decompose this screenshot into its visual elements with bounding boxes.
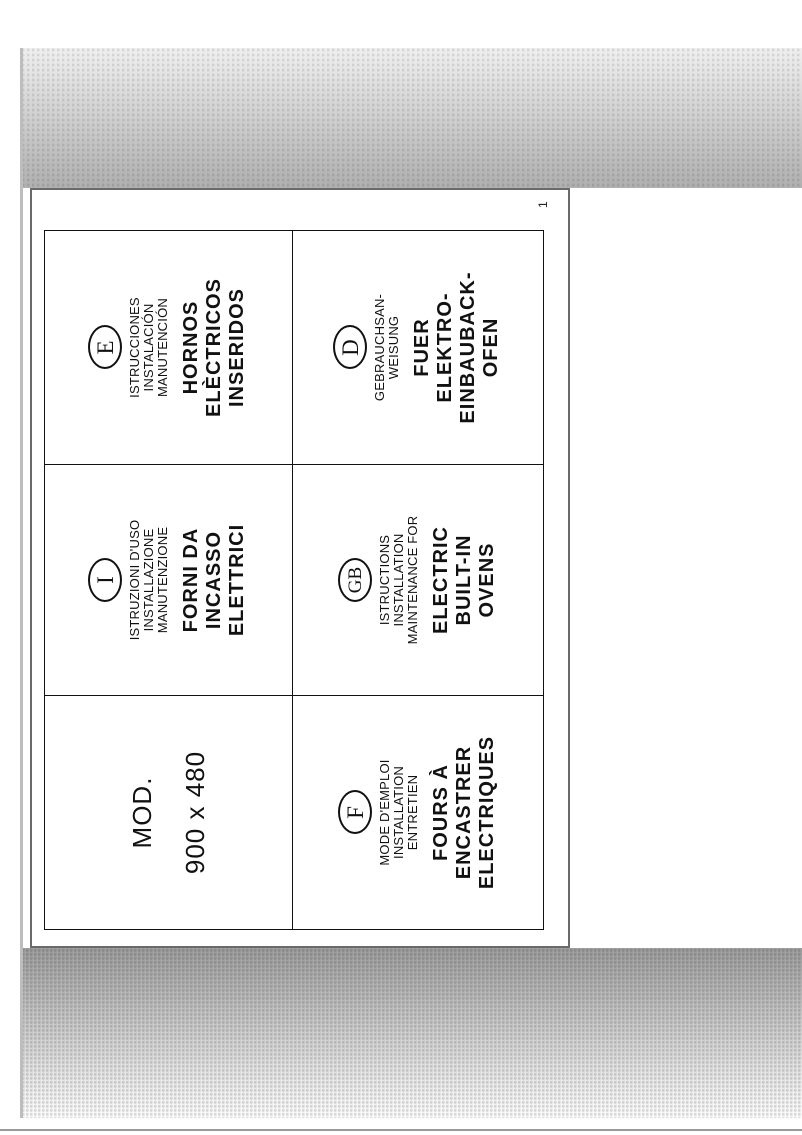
language-badge-e: E (88, 326, 122, 370)
page-bottom-rule (0, 1129, 802, 1131)
french-title-line: ENCASTRER (452, 745, 475, 880)
french-title (430, 736, 499, 889)
panel-spanish (46, 232, 291, 463)
scan-shadow-bottom (22, 948, 802, 1118)
spanish-line: MANUTENCIÓN (155, 298, 170, 397)
french-line: INSTALLATION (390, 766, 406, 859)
language-badge-f: F (338, 791, 372, 835)
model-cell (46, 697, 291, 928)
scan-shadow-top (22, 48, 802, 188)
page-number: 1 (536, 201, 550, 208)
french-line: ENTRETIEN (404, 774, 420, 851)
german-title-line: ELEKTRO- (434, 292, 456, 403)
spanish-line: ISTRUCCIONES (127, 297, 142, 398)
french-line: MODE D'EMPLOI (376, 759, 392, 866)
english-line: MAINTENANCE FOR (404, 515, 420, 645)
grid-divider (44, 695, 544, 696)
panel-italian (46, 466, 291, 694)
grid-divider (292, 230, 293, 930)
spanish-title-line: HORNOS (180, 300, 202, 395)
panel-french (294, 697, 542, 928)
english-line: ISTRUCTIONS (376, 534, 392, 626)
italian-title-line: INCASSO (203, 530, 225, 630)
italian-line: ISTRUZIONI D'USO (127, 519, 142, 641)
panel-german (294, 232, 542, 463)
spanish-line: INSTALACIÓN (141, 303, 156, 392)
language-badge-i: I (88, 558, 122, 602)
scan-edge (20, 48, 23, 1118)
model-label: MOD. (126, 776, 157, 849)
language-badge-d: D (333, 326, 367, 370)
italian-title-line: ELETTRICI (226, 523, 248, 637)
italian-title (180, 524, 249, 636)
english-title-line: ELECTRIC (429, 526, 452, 634)
french-title-line: ELECTRIQUES (475, 735, 498, 890)
panel-english (294, 466, 542, 694)
german-title (411, 271, 503, 423)
english-line: INSTALLATION (390, 533, 406, 627)
german-title-line: EINBAUBACK- (457, 271, 479, 424)
spanish-title-line: ELÈCTRICOS (203, 278, 225, 417)
german-title-line: OFEN (480, 317, 502, 378)
grid-divider (44, 464, 544, 465)
language-badge-gb: GB (338, 558, 372, 602)
model-size: 900 x 480 (179, 750, 210, 875)
german-line: WEISUNG (386, 315, 401, 380)
english-title-line: BUILT-IN (452, 534, 475, 626)
english-title-line: OVENS (475, 542, 498, 618)
italian-line: MANUTENZIONE (155, 526, 170, 634)
german-line: GEBRAUCHSAN- (372, 293, 387, 402)
french-title-line: FOURS À (429, 764, 452, 861)
italian-title-line: FORNI DA (180, 527, 202, 633)
english-title (430, 526, 499, 634)
spanish-title (180, 278, 249, 417)
spanish-title-line: INSERIDOS (226, 287, 248, 408)
german-title-line: FUER (411, 318, 433, 377)
italian-line: INSTALLAZIONE (141, 528, 156, 632)
